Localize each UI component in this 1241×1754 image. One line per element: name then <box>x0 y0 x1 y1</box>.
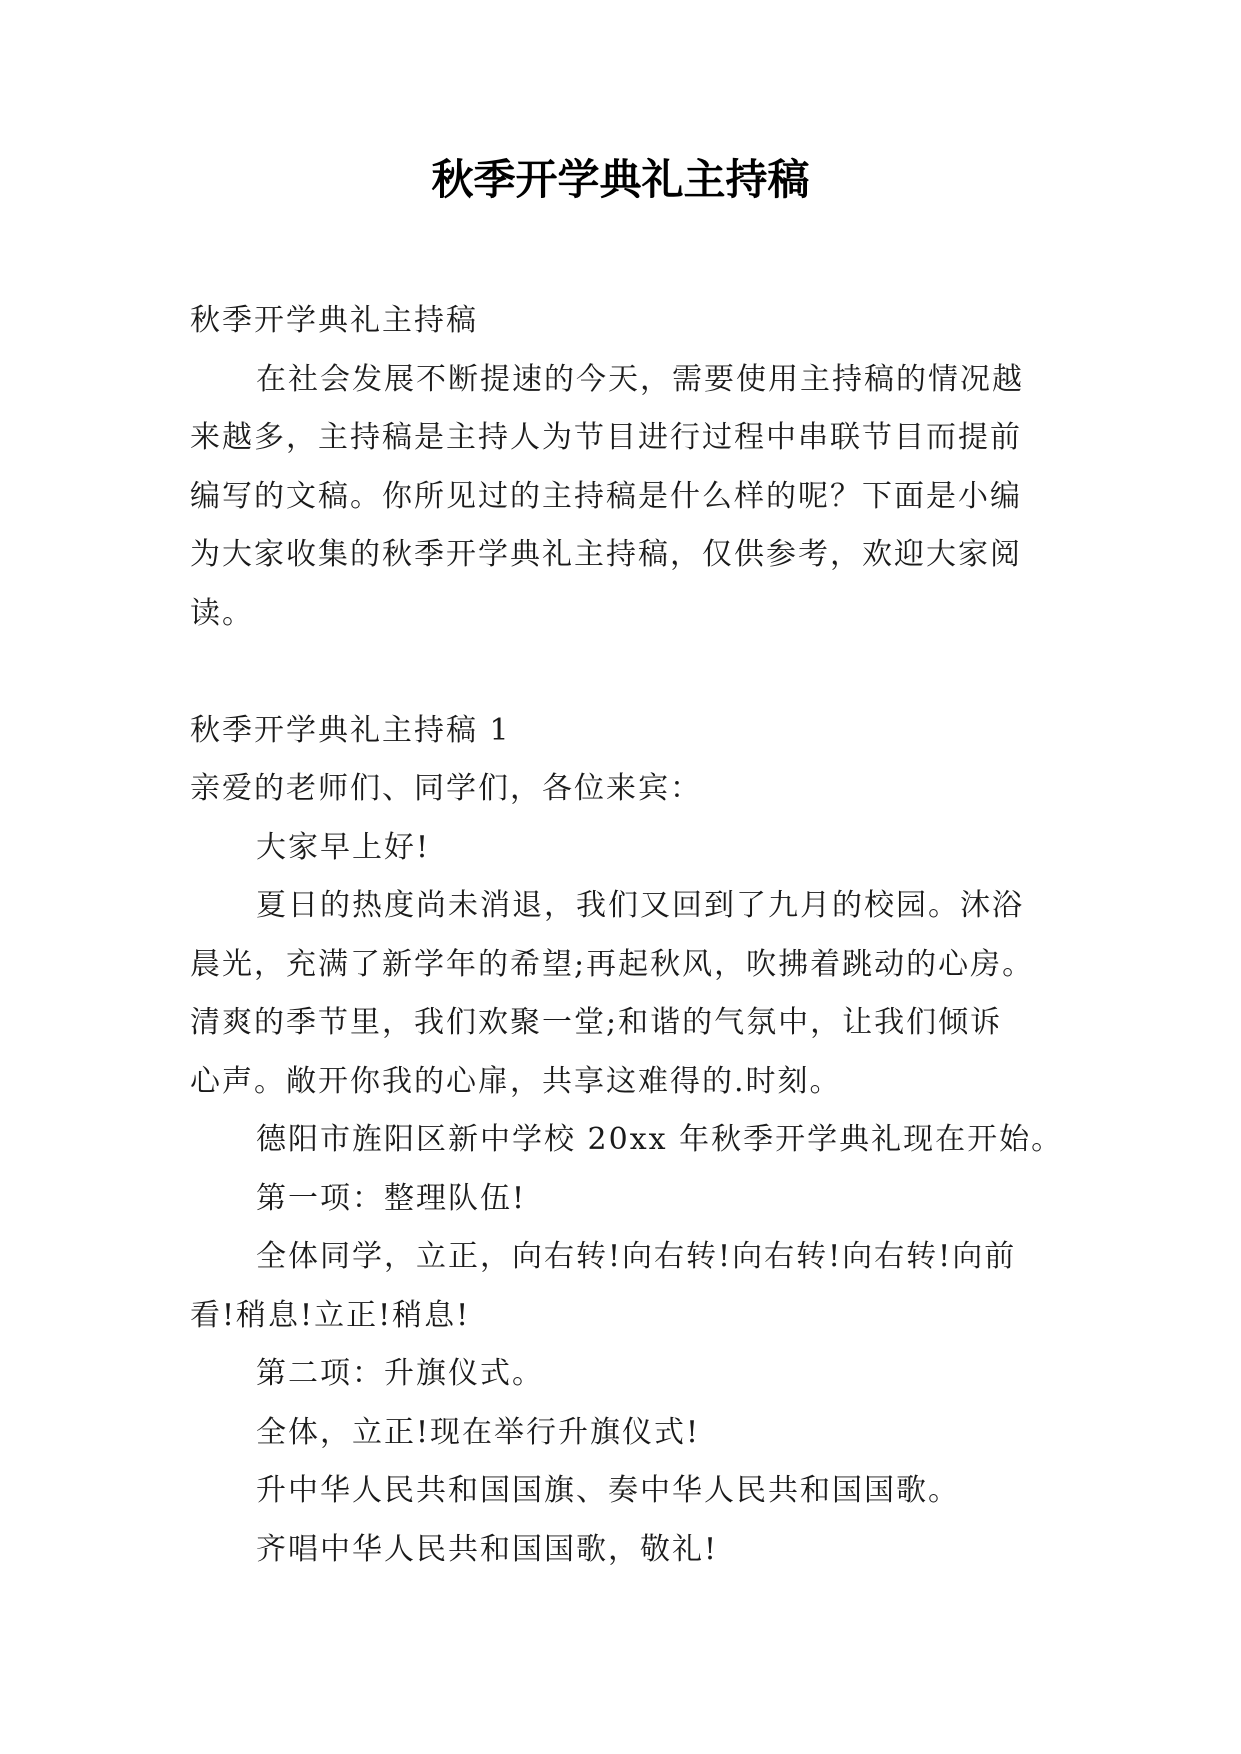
document-body <box>190 292 1064 1579</box>
paragraph-line: 全体同学，立正，向右转!向右转!向右转!向右转!向前 <box>256 1239 1017 1274</box>
section-heading: 秋季开学典礼主持稿 1 <box>190 712 511 748</box>
flag-line: 升中华人民共和国国旗、奏中华人民共和国国歌。 <box>256 1473 960 1508</box>
intro-line: 读。 <box>190 595 254 631</box>
intro-line: 在社会发展不断提速的今天，需要使用主持稿的情况越 <box>256 361 1024 397</box>
paragraph-line: 晨光，充满了新学年的希望;再起秋风，吹拂着跳动的心房。 <box>190 946 1035 982</box>
morning-line: 大家早上好! <box>256 829 431 865</box>
intro-line: 编写的文稿。你所见过的主持稿是什么样的呢？下面是小编 <box>190 478 1022 514</box>
intro-line: 为大家收集的秋季开学典礼主持稿，仅供参考，欢迎大家阅 <box>190 537 1022 572</box>
anthem-line: 齐唱中华人民共和国国歌，敬礼! <box>256 1531 719 1567</box>
intro-line: 来越多，主持稿是主持人为节目进行过程中串联节目而提前 <box>190 420 1022 455</box>
greeting-line: 亲爱的老师们、同学们，各位来宾： <box>190 771 702 806</box>
item-two-line: 第二项：升旗仪式。 <box>256 1356 544 1391</box>
paragraph-line: 心声。敞开你我的心扉，共享这难得的.时刻。 <box>190 1063 842 1099</box>
item-one-line: 第一项：整理队伍! <box>256 1180 527 1216</box>
document-title: 秋季开学典礼主持稿 <box>431 155 810 204</box>
section-spacer <box>190 643 1060 702</box>
stand-line: 全体，立正!现在举行升旗仪式! <box>256 1414 701 1450</box>
paragraph-line: 夏日的热度尚未消退，我们又回到了九月的校园。沐浴 <box>256 888 1024 923</box>
paragraph-line: 清爽的季节里，我们欢聚一堂;和谐的气氛中，让我们倾诉 <box>190 1005 1003 1040</box>
paragraph-line: 看!稍息!立正!稍息! <box>190 1297 471 1333</box>
intro-heading: 秋季开学典礼主持稿 <box>190 303 478 338</box>
opening-line: 德阳市旌阳区新中学校 20xx 年秋季开学典礼现在开始。 <box>256 1122 1064 1157</box>
